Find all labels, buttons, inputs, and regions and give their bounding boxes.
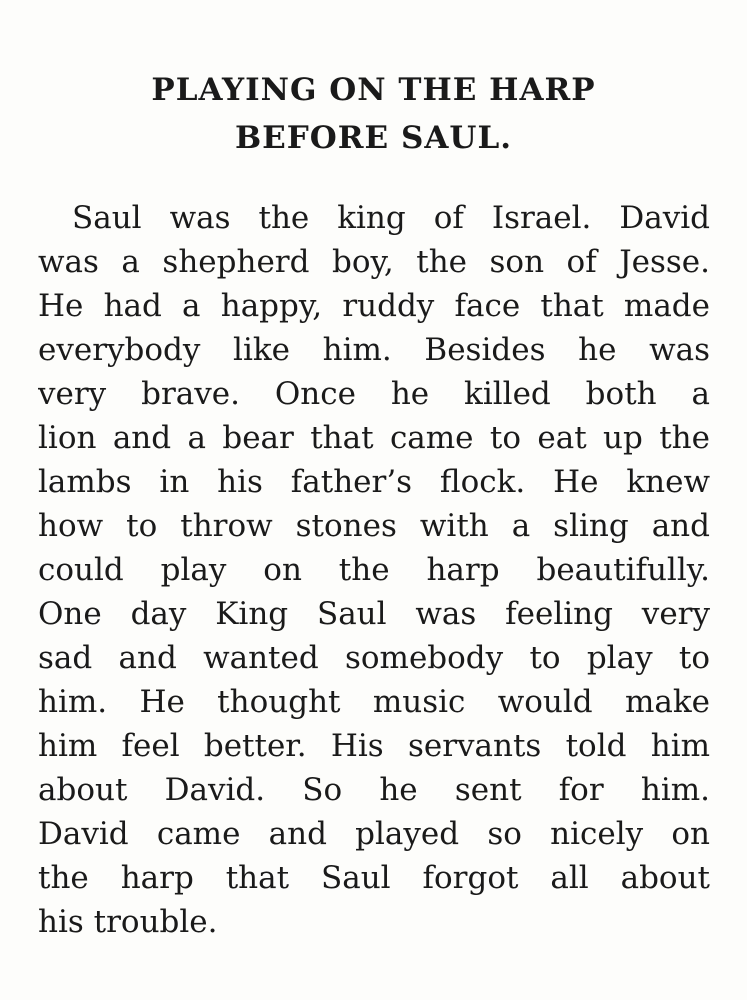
paragraph-line: him. He thought music would make bbox=[38, 684, 710, 720]
paragraph-line: David came and played so nicely on bbox=[38, 816, 710, 852]
paragraph-line: One day King Saul was feeling very bbox=[38, 596, 710, 632]
page-title bbox=[40, 66, 707, 162]
paragraph-line: Saul was the king of Israel. David bbox=[72, 200, 710, 236]
paragraph-line: his trouble. bbox=[38, 904, 218, 940]
paragraph-line: everybody like him. Besides he was bbox=[38, 332, 710, 368]
title-line-2: BEFORE SAUL. bbox=[234, 120, 513, 156]
paragraph-line: sad and wanted somebody to play to bbox=[38, 640, 710, 676]
paragraph-line: him feel better. His servants told him bbox=[38, 728, 710, 764]
story-paragraph bbox=[38, 196, 710, 944]
paragraph-line: could play on the harp beautifully. bbox=[38, 552, 710, 588]
title-line-1: PLAYING ON THE HARP bbox=[151, 72, 596, 108]
paragraph-line: lambs in his father’s flock. He knew bbox=[38, 464, 710, 500]
paragraph-line: was a shepherd boy, the son of Jesse. bbox=[38, 244, 710, 280]
paragraph-line: He had a happy, ruddy face that made bbox=[38, 288, 710, 324]
paragraph-line: about David. So he sent for him. bbox=[38, 772, 710, 808]
paragraph-line: lion and a bear that came to eat up the bbox=[38, 420, 710, 456]
paragraph-line: the harp that Saul forgot all about bbox=[38, 860, 710, 896]
paragraph-line: very brave. Once he killed both a bbox=[38, 376, 710, 412]
paragraph-line: how to throw stones with a sling and bbox=[38, 508, 710, 544]
